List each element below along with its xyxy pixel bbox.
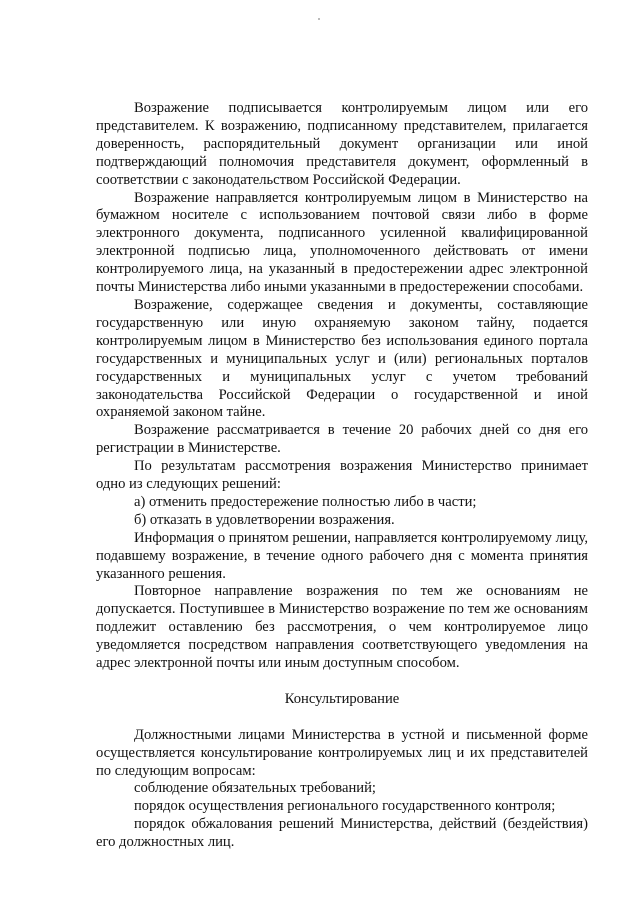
- paragraph-objection-submission: Возражение направляется контролируемым лицом в Министерство на бумажном носителе с использованием почтовой связи либо в форме электронного документа, подписанного усиленной квалифицированной электронной подписью лица, уполномоченного действовать от имени контролируемого лица, на указанный в предостережении адрес электронной почты Министерства либо иными указанными в предостережении способами.: [96, 189, 588, 296]
- consult-item-control-procedure: порядок осуществления регионального государственного контроля;: [134, 798, 556, 815]
- paragraph-decision-intro: По результатам рассмотрения возражения Министерство принимает одно из следующих решений:: [96, 458, 588, 493]
- paragraph-objection-signing: Возражение подписывается контролируемым лицом или его представителем. К возражению, подписанному представителем, прилагается доверенность, распорядительный документ организации или иной подтверждающий полномочия представителя документ, оформленный в соответствии с законодательством Российской Федерации.: [96, 100, 588, 188]
- paragraph-repeat-objection: Повторное направление возражения по тем же основаниям не допускается. Поступившее в Министерство возражение по тем же основаниям подлежит оставлению без рассмотрения, о чем контролируемое лицо уведомляется посредством направления соответствующего уведомления на адрес электронной почты или иным доступным способом.: [96, 583, 588, 672]
- paragraph-decision-notice: Информация о принятом решении, направляется контролируемому лицу, подавшему возражение, в течение одного рабочего дня с момента принятия указанного решения.: [96, 529, 588, 582]
- document-body: [96, 100, 588, 852]
- decision-option-cancel: а) отменить предостережение полностью либо в части;: [134, 493, 477, 510]
- paragraph-objection-review-term: Возражение рассматривается в течение 20 рабочих дней со дня его регистрации в Министерстве.: [96, 422, 588, 457]
- paragraph-objection-secret: Возражение, содержащее сведения и документы, составляющие государственную или иную охраняемую законом тайну, подается контролируемым лицом в Министерство без использования единого портала государственных и муниципальных услуг и (или) региональных порталов государственных и муниципальных услуг с учетом требований законодательства Российской Федерации о государственной и иной охраняемой законом тайне.: [96, 296, 588, 421]
- section-gap: [96, 673, 588, 691]
- paragraph-consult-intro: Должностными лицами Министерства в устной и письменной форме осуществляется консультирование контролируемых лиц и их представителей по следующим вопросам:: [96, 726, 588, 779]
- section-gap: [96, 709, 588, 727]
- decision-option-refuse: б) отказать в удовлетворении возражения.: [134, 511, 395, 528]
- page-mark: [318, 18, 320, 20]
- section-title: Консультирование: [284, 690, 400, 707]
- consult-item-appeal-procedure: порядок обжалования решений Министерства, действий (бездействия) его должностных лиц.: [96, 816, 588, 851]
- consult-item-requirements: соблюдение обязательных требований;: [134, 780, 376, 797]
